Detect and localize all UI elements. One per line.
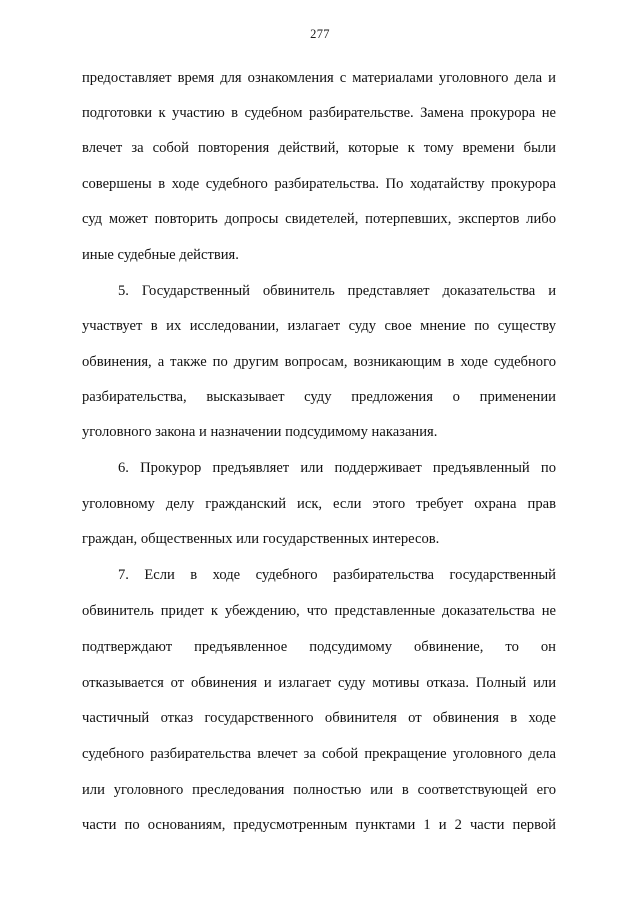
- text-line: суд может повторить допросы свидетелей, потерпевших, экспертов либо: [82, 211, 556, 227]
- text-line: 7. Если в ходе судебного разбирательства государственный: [118, 567, 556, 583]
- page-number: 277: [310, 27, 330, 41]
- text-line: предоставляет время для ознакомления с материалами уголовного дела и: [82, 70, 556, 86]
- text-line: 6. Прокурор предъявляет или поддерживает предъявленный по: [118, 460, 556, 476]
- text-line: влечет за собой повторения действий, которые к тому времени были: [82, 140, 556, 156]
- text-line: обвинения, а также по другим вопросам, возникающим в ходе судебного: [82, 354, 556, 370]
- text-line: участвует в их исследовании, излагает суду свое мнение по существу: [82, 318, 556, 334]
- text-line: подтверждают предъявленное подсудимому обвинение, то он: [82, 639, 556, 655]
- text-line: 5. Государственный обвинитель представляет доказательства и: [118, 283, 556, 299]
- text-line: иные судебные действия.: [82, 247, 239, 263]
- text-line: судебного разбирательства влечет за собой прекращение уголовного дела: [82, 746, 556, 762]
- text-line: или уголовного преследования полностью или в соответствующей его: [82, 782, 556, 798]
- text-line: подготовки к участию в судебном разбирательстве. Замена прокурора не: [82, 105, 556, 121]
- text-line: отказывается от обвинения и излагает суду мотивы отказа. Полный или: [82, 675, 556, 691]
- text-line: уголовному делу гражданский иск, если этого требует охрана прав: [82, 496, 556, 512]
- text-line: частичный отказ государственного обвинителя от обвинения в ходе: [82, 710, 556, 726]
- text-line: совершены в ходе судебного разбирательства. По ходатайству прокурора: [82, 176, 556, 192]
- text-line: обвинитель придет к убеждению, что представленные доказательства не: [82, 603, 556, 619]
- text-line: разбирательства, высказывает суду предложения о применении: [82, 389, 556, 405]
- text-line: уголовного закона и назначении подсудимому наказания.: [82, 424, 438, 440]
- text-line: граждан, общественных или государственных интересов.: [82, 531, 440, 547]
- text-line: части по основаниям, предусмотренным пунктами 1 и 2 части первой: [82, 817, 556, 833]
